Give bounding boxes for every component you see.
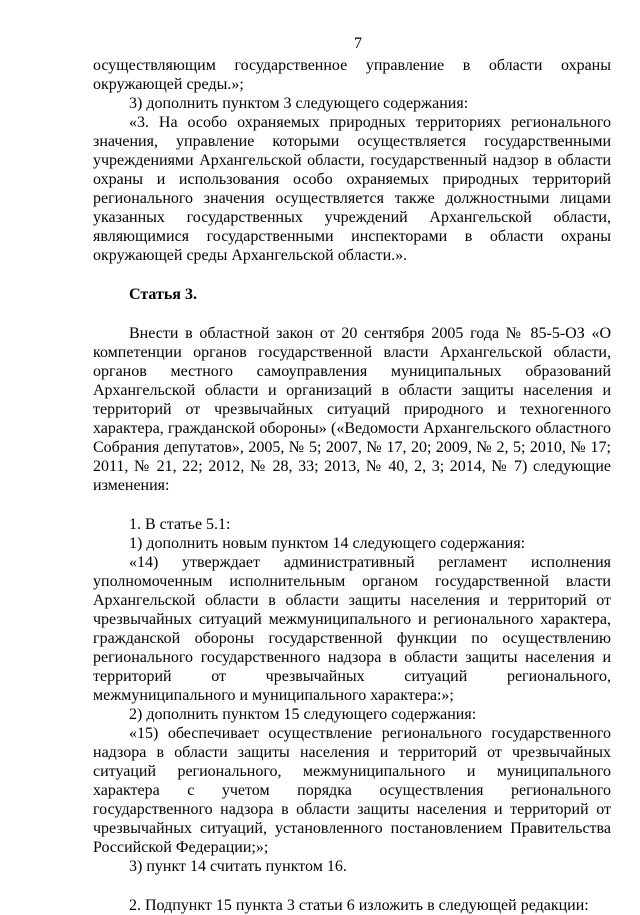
paragraph-section2: 2. Подпункт 15 пункта 3 статьи 6 изложить в следующей редакции:: [129, 897, 589, 914]
paragraph-section1-quote15: «15) обеспечивает осуществление регионального государственного надзора в области защиты населения и территорий от чрезвычайных ситуаций регионального, межмуниципального и муниципального характера с учетом порядка осуществления регионального государственного надзора в области защиты населения и территорий от чрезвычайных ситуаций, установленного постановлением Правительства Российской Федерации;»;: [93, 725, 611, 856]
spacer: [93, 876, 611, 896]
paragraph-section1-item1: 1) дополнить новым пунктом 14 следующего содержания:: [129, 535, 526, 552]
spacer: [93, 495, 611, 515]
paragraph-quote-3: «3. На особо охраняемых природных территориях регионального значения, управление которыми осуществляется государственными учреждениями Архангельской области, государственный надзор в области охраны и использования особо охраняемых природных территорий регионального значения осуществляется также должностными лицами указанных государственных учреждений Архангельской области, являющимися государственными инспекторами в области охраны окружающей среды Архангельской области.».: [93, 114, 611, 264]
page-number: 7: [354, 35, 362, 52]
paragraph-section1-quote14: «14) утверждает административный регламент исполнения уполномоченным исполнительным органом государственной власти Архангельской области в области защиты населения и территорий от чрезвычайных ситуаций межмуниципального и регионального характера, гражданской обороны государственной функции по осуществлению регионального государственного надзора в области защиты населения и территорий от чрезвычайных ситуаций регионального, межмуниципального и муниципального характера:»;: [93, 554, 611, 704]
paragraph-section1-title: 1. В статье 5.1:: [129, 516, 231, 533]
paragraph-section1-item3: 3) пункт 14 считать пунктом 16.: [129, 858, 347, 875]
paragraph-intro: Внести в областной закон от 20 сентября 2005 года № 85-5-ОЗ «О компетенции органов государственной власти Архангельской области, органов местного самоуправления муниципальных образований Архангельской области и организаций в области защиты населения и территорий от чрезвычайных ситуаций природного и техногенного характера, гражданской обороны» («Ведомости Архангельского областного Собрания депутатов», 2005, № 5; 2007, № 17, 20; 2009, № 2, 5; 2010, № 17; 2011, № 21, 22; 2012, № 28, 33; 2013, № 40, 2, 3; 2014, № 7) следующие изменения:: [93, 325, 611, 494]
paragraph-continuation: осуществляющим государственное управление в области охраны окружающей среды.»;: [93, 57, 611, 93]
paragraph-section1-item2: 2) дополнить пунктом 15 следующего содержания:: [129, 706, 477, 723]
document-page: [93, 34, 611, 915]
paragraph-item-3: 3) дополнить пунктом 3 следующего содержания:: [129, 95, 469, 112]
article-heading: Статья 3.: [129, 286, 197, 303]
